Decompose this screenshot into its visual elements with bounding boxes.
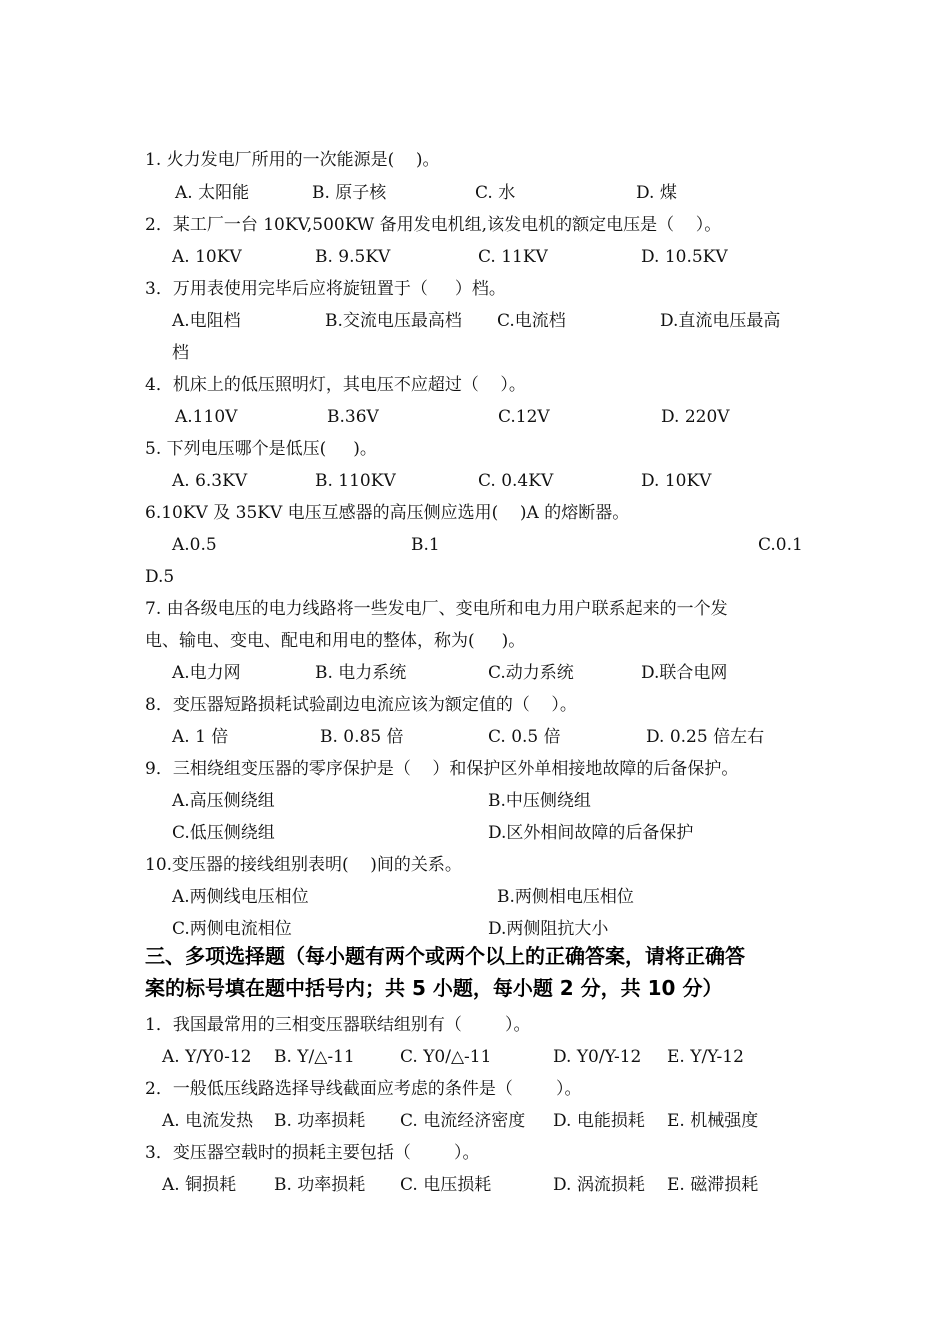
option: A. 电流发热 <box>162 1111 254 1131</box>
option: B.36V <box>327 407 379 427</box>
option: C. 电压损耗 <box>400 1175 492 1195</box>
question-stem: 9．三相绕组变压器的零序保护是（ ）和保护区外单相接地故障的后备保护。 <box>145 759 739 779</box>
option: D. 煤 <box>636 183 677 203</box>
option: C.12V <box>498 407 550 427</box>
option: B. 功率损耗 <box>274 1111 366 1131</box>
option: C. 11KV <box>478 247 548 267</box>
option: D.两侧阻抗大小 <box>488 919 609 939</box>
option: A.110V <box>175 407 238 427</box>
option: D. 10KV <box>641 471 712 491</box>
question-stem: 2．某工厂一台 10KV,500KW 备用发电机组,该发电机的额定电压是（ ）。 <box>145 215 722 235</box>
option: B. 原子核 <box>312 183 387 203</box>
option: B.两侧相电压相位 <box>497 887 634 907</box>
option: A.电阻档 <box>172 311 241 331</box>
question-stem-continued: 电、输电、变电、配电和用电的整体，称为( )。 <box>145 631 526 651</box>
option: E. 机械强度 <box>667 1111 759 1131</box>
option: C.动力系统 <box>488 663 574 683</box>
option: B. 电力系统 <box>315 663 407 683</box>
option: C.低压侧绕组 <box>172 823 275 843</box>
option: C.0.1 <box>758 535 803 555</box>
option: C.两侧电流相位 <box>172 919 292 939</box>
option: C. Y0/△-11 <box>400 1047 492 1067</box>
question-stem: 2．一般低压线路选择导线截面应考虑的条件是（ ）。 <box>145 1079 582 1099</box>
option: C. 电流经济密度 <box>400 1111 526 1131</box>
question-stem: 4．机床上的低压照明灯，其电压不应超过（ ）。 <box>145 375 526 395</box>
option: B.1 <box>411 535 440 555</box>
option: A. 6.3KV <box>172 471 248 491</box>
option: A. 10KV <box>172 247 242 267</box>
option: D.直流电压最高 <box>660 311 781 331</box>
option: D. 电能损耗 <box>553 1111 645 1131</box>
option: E. 磁滞损耗 <box>667 1175 759 1195</box>
option: D. 涡流损耗 <box>553 1175 645 1195</box>
option: E. Y/Y-12 <box>667 1047 744 1067</box>
option: A.0.5 <box>172 535 217 555</box>
option: D. 0.25 倍左右 <box>646 727 765 747</box>
question-stem: 7. 由各级电压的电力线路将一些发电厂、变电所和电力用户联系起来的一个发 <box>145 599 728 619</box>
option: B.交流电压最高档 <box>325 311 462 331</box>
option: C.电流档 <box>497 311 566 331</box>
option: A. 铜损耗 <box>162 1175 237 1195</box>
question-stem: 3．万用表使用完毕后应将旋钮置于（ ）档。 <box>145 279 506 299</box>
question-stem: 3．变压器空载时的损耗主要包括（ ）。 <box>145 1143 480 1163</box>
option: D. 10.5KV <box>641 247 728 267</box>
option: C. 0.4KV <box>478 471 554 491</box>
option: A. 太阳能 <box>175 183 250 203</box>
option: B. 9.5KV <box>315 247 391 267</box>
question-stem: 10.变压器的接线组别表明( )间的关系。 <box>145 855 462 875</box>
option: B. 110KV <box>315 471 396 491</box>
option-wrap: 档 <box>172 343 189 363</box>
question-stem: 1. 火力发电厂所用的一次能源是( )。 <box>145 150 440 170</box>
option: D.区外相间故障的后备保护 <box>488 823 694 843</box>
option: C. 0.5 倍 <box>488 727 561 747</box>
option: B. 功率损耗 <box>274 1175 366 1195</box>
section-heading-continued: 案的标号填在题中括号内；共 5 小题，每小题 2 分，共 10 分） <box>145 976 723 1000</box>
question-stem: 6.10KV 及 35KV 电压互感器的高压侧应选用( )A 的熔断器。 <box>145 503 630 523</box>
option: C. 水 <box>475 183 516 203</box>
section-heading: 三、多项选择题（每小题有两个或两个以上的正确答案，请将正确答 <box>145 944 745 968</box>
option-wrap: D.5 <box>145 567 175 587</box>
option: A.电力网 <box>172 663 241 683</box>
option: A.高压侧绕组 <box>172 791 275 811</box>
question-stem: 1．我国最常用的三相变压器联结组别有（ ）。 <box>145 1015 531 1035</box>
question-stem: 8．变压器短路损耗试验副边电流应该为额定值的（ ）。 <box>145 695 577 715</box>
option: A. 1 倍 <box>172 727 229 747</box>
option: A.两侧线电压相位 <box>172 887 309 907</box>
option: D. Y0/Y-12 <box>553 1047 642 1067</box>
option: A. Y/Y0-12 <box>162 1047 252 1067</box>
option: B.中压侧绕组 <box>488 791 591 811</box>
option: D. 220V <box>661 407 730 427</box>
option: D.联合电网 <box>641 663 728 683</box>
question-stem: 5. 下列电压哪个是低压( )。 <box>145 439 377 459</box>
option: B. 0.85 倍 <box>320 727 404 747</box>
option: B. Y/△-11 <box>274 1047 355 1067</box>
